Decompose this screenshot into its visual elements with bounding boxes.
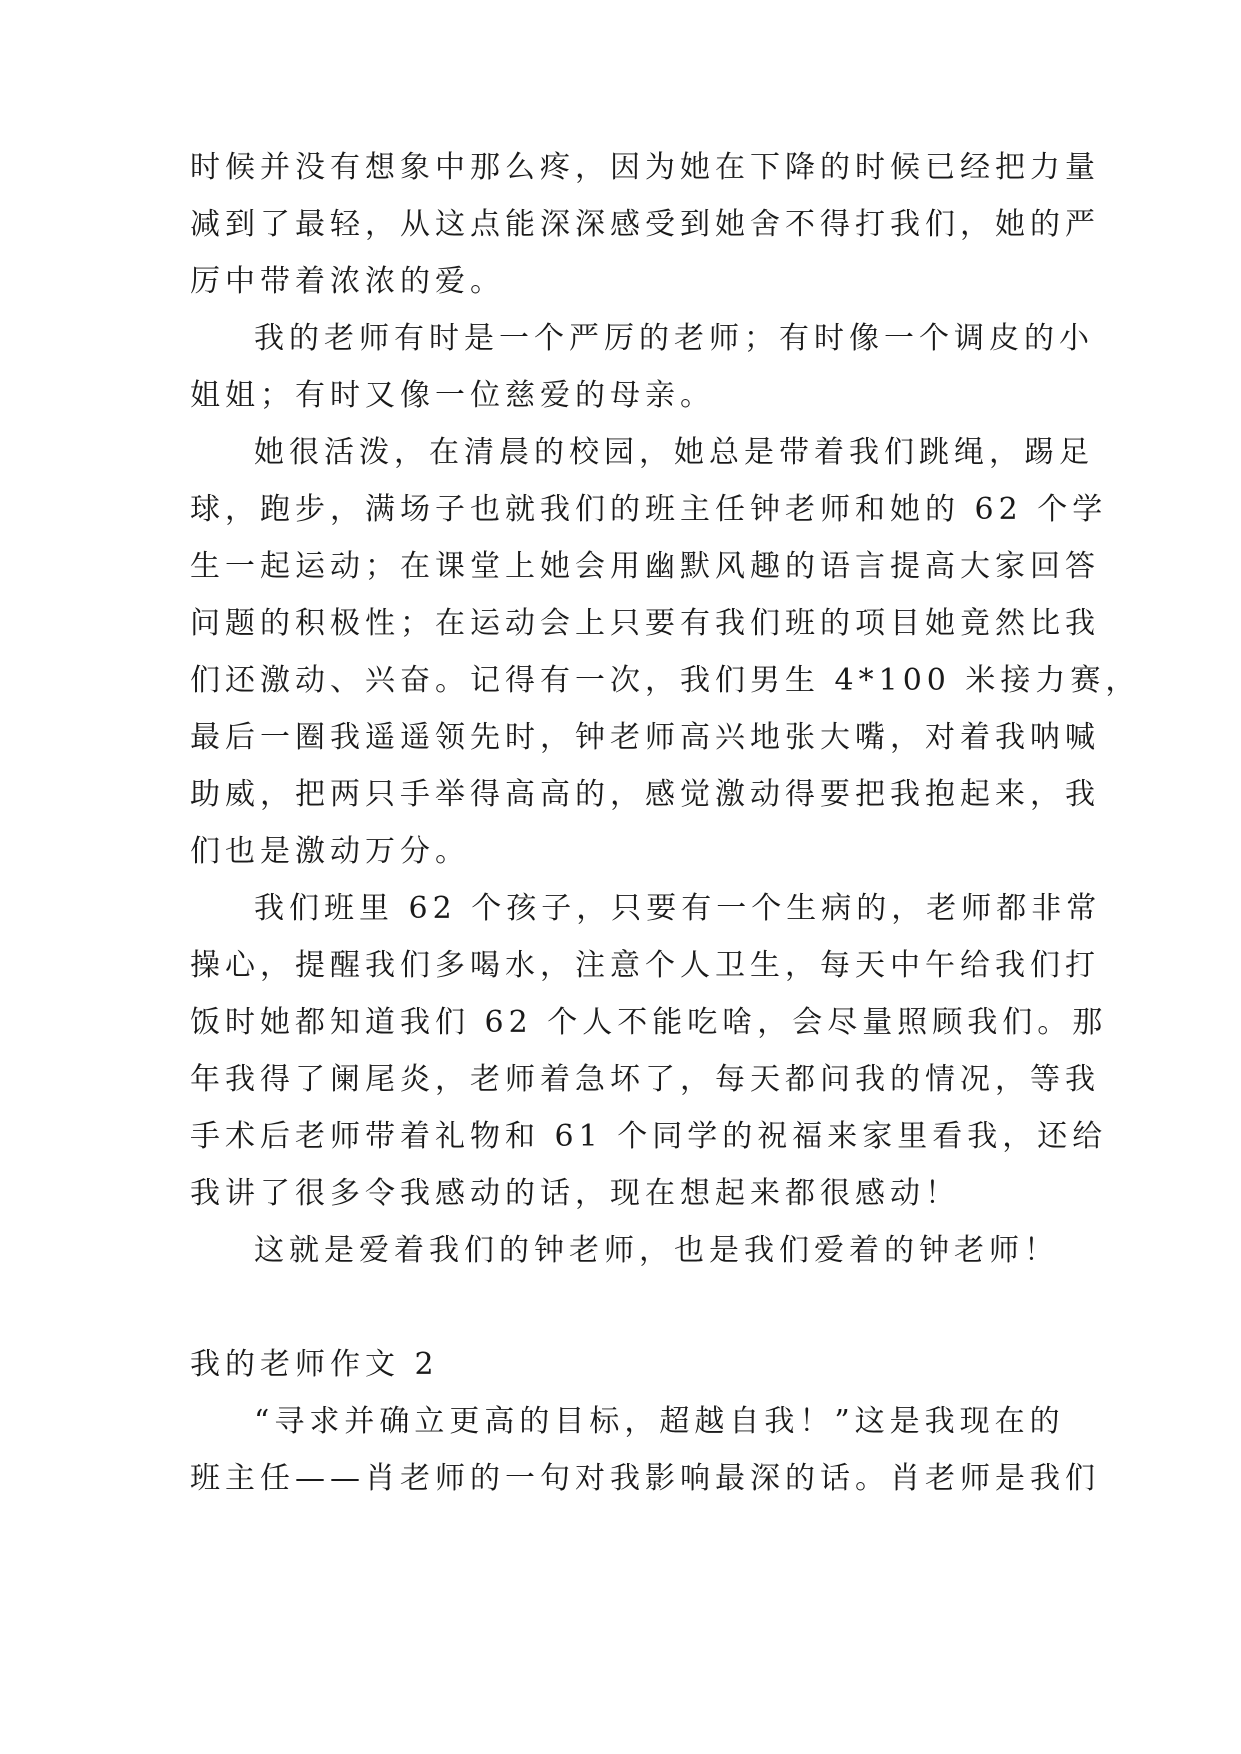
text-line: 操心，提醒我们多喝水，注意个人卫生，每天中午给我们打 [190, 948, 1100, 983]
text-line: 时候并没有想象中那么疼，因为她在下降的时候已经把力量 [190, 150, 1100, 185]
text-line: 我讲了很多令我感动的话，现在想起来都很感动！ [190, 1176, 960, 1211]
paragraph-start-line: 我们班里 62 个孩子，只要有一个生病的，老师都非常 [254, 891, 1102, 926]
paragraph-start-line: 这就是爱着我们的钟老师，也是我们爱着的钟老师！ [254, 1233, 1059, 1268]
text-line: 饭时她都知道我们 62 个人不能吃啥，会尽量照顾我们。那 [190, 1005, 1108, 1040]
section-title: 我的老师作文 2 [190, 1347, 439, 1382]
paragraph-start-line: 我的老师有时是一个严厉的老师；有时像一个调皮的小 [254, 321, 1094, 356]
text-line: 最后一圈我遥遥领先时，钟老师高兴地张大嘴，对着我呐喊 [190, 720, 1100, 755]
text-line: 生一起运动；在课堂上她会用幽默风趣的语言提高大家回答 [190, 549, 1100, 584]
text-line: 问题的积极性；在运动会上只要有我们班的项目她竟然比我 [190, 606, 1100, 641]
text-line: 们也是激动万分。 [190, 834, 470, 869]
text-line: 手术后老师带着礼物和 61 个同学的祝福来家里看我，还给 [190, 1119, 1108, 1154]
text-line: 减到了最轻，从这点能深深感受到她舍不得打我们，她的严 [190, 207, 1100, 242]
text-line: 姐姐；有时又像一位慈爱的母亲。 [190, 378, 715, 413]
text-line: 助威，把两只手举得高高的，感觉激动得要把我抱起来，我 [190, 777, 1100, 812]
text-line: 们还激动、兴奋。记得有一次，我们男生 4*100 米接力赛， [190, 663, 1141, 698]
text-line: 班主任——肖老师的一句对我影响最深的话。肖老师是我们 [190, 1461, 1100, 1496]
paragraph-start-line: 她很活泼，在清晨的校园，她总是带着我们跳绳，踢足 [254, 435, 1094, 470]
text-line: 球，跑步，满场子也就我们的班主任钟老师和她的 62 个学 [190, 492, 1108, 527]
text-line: 年我得了阑尾炎，老师着急坏了，每天都问我的情况，等我 [190, 1062, 1100, 1097]
text-line: 厉中带着浓浓的爱。 [190, 264, 505, 299]
paragraph-start-line: “寻求并确立更高的目标，超越自我！”这是我现在的 [254, 1404, 1065, 1439]
